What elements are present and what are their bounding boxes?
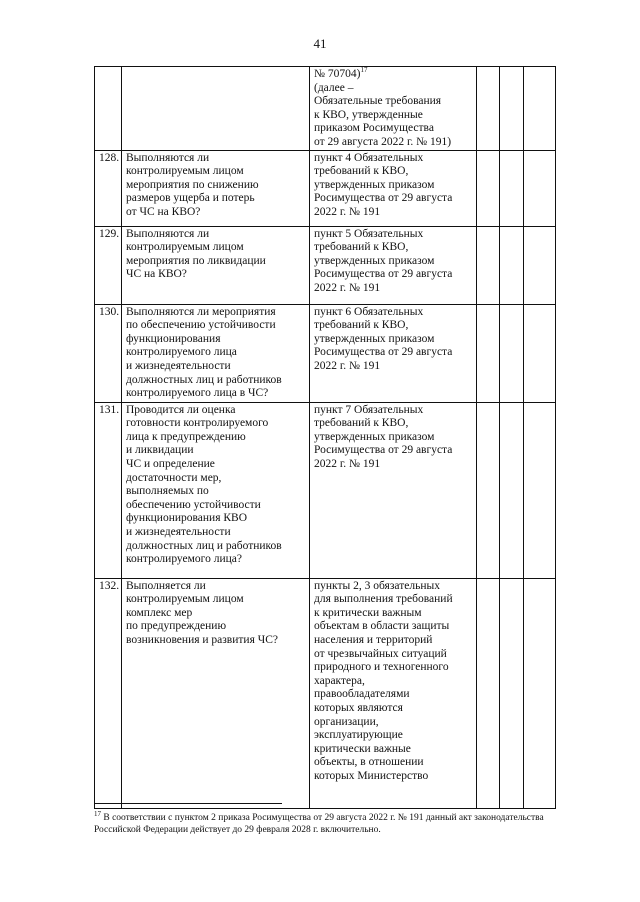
question-line: должностных лиц и работников bbox=[126, 373, 282, 386]
reference-line bbox=[314, 333, 472, 347]
reference-cell bbox=[310, 67, 477, 151]
reference-line bbox=[314, 593, 472, 607]
question-cell bbox=[122, 67, 310, 151]
reference-text: 2022 г. № 191 bbox=[314, 281, 381, 294]
question-line: контролируемым лицом bbox=[126, 593, 244, 606]
reference-line bbox=[314, 109, 472, 123]
answer-cell[interactable] bbox=[500, 67, 524, 151]
reference-line bbox=[314, 675, 472, 689]
question-line: возникновения и развития ЧС? bbox=[126, 633, 278, 646]
reference-text: требований к КВО, bbox=[314, 319, 409, 332]
question-line: Выполняются ли bbox=[126, 227, 210, 240]
page-number: 41 bbox=[313, 36, 327, 51]
question-line: по обеспечению устойчивости bbox=[126, 319, 276, 332]
reference-line bbox=[314, 282, 472, 296]
reference-text: правообладателями bbox=[314, 688, 410, 701]
question-cell bbox=[122, 304, 310, 402]
question-cell bbox=[122, 150, 310, 226]
question-line: контролируемым лицом bbox=[126, 165, 244, 178]
reference-text: пункт 6 Обязательных bbox=[314, 305, 424, 318]
reference-cell bbox=[310, 150, 477, 226]
reference-text: пункт 4 Обязательных bbox=[314, 151, 424, 164]
answer-cell[interactable] bbox=[500, 304, 524, 402]
reference-line bbox=[314, 136, 472, 150]
reference-line bbox=[314, 404, 472, 418]
reference-line bbox=[314, 241, 472, 255]
answer-cell[interactable] bbox=[524, 226, 556, 304]
reference-text: 2022 г. № 191 bbox=[314, 359, 381, 372]
reference-text: от 29 августа 2022 г. № 191) bbox=[314, 135, 452, 148]
question-line: размеров ущерба и потерь bbox=[126, 192, 255, 205]
checklist-table bbox=[94, 66, 556, 809]
question-line: комплекс мер bbox=[126, 606, 193, 619]
question-line: мероприятия по ликвидации bbox=[126, 254, 266, 267]
reference-line bbox=[314, 702, 472, 716]
reference-line bbox=[314, 319, 472, 333]
reference-line bbox=[314, 756, 472, 770]
reference-text: № 70704) bbox=[314, 68, 361, 80]
reference-cell bbox=[310, 578, 477, 808]
question-line: и жизнедеятельности bbox=[126, 525, 231, 538]
reference-line bbox=[314, 192, 472, 206]
reference-line bbox=[314, 95, 472, 109]
reference-text: для выполнения требований bbox=[314, 593, 453, 606]
reference-text: критически важные bbox=[314, 742, 411, 755]
answer-cell[interactable] bbox=[524, 150, 556, 226]
reference-text: (далее – bbox=[314, 81, 354, 94]
answer-cell[interactable] bbox=[524, 402, 556, 578]
question-line: ЧС на КВО? bbox=[126, 268, 187, 281]
footnote bbox=[94, 809, 614, 836]
reference-text: требований к КВО, bbox=[314, 165, 409, 178]
reference-line bbox=[314, 634, 472, 648]
row-number: 131. bbox=[95, 402, 122, 578]
reference-text: пункты 2, 3 обязательных bbox=[314, 579, 440, 592]
reference-text: требований к КВО, bbox=[314, 417, 409, 430]
question-line: функционирования КВО bbox=[126, 512, 248, 525]
question-line: выполняемых по bbox=[126, 485, 209, 498]
reference-text: к критически важным bbox=[314, 606, 422, 619]
question-line: Выполняются ли bbox=[126, 151, 210, 164]
question-line: Выполняется ли bbox=[126, 579, 206, 592]
reference-line bbox=[314, 431, 472, 445]
question-line: контролируемого лица bbox=[126, 346, 237, 359]
footnote-reference: 17 bbox=[360, 66, 368, 75]
reference-text: пункт 5 Обязательных bbox=[314, 227, 424, 240]
reference-text: утвержденных приказом bbox=[314, 178, 435, 191]
reference-cell bbox=[310, 226, 477, 304]
question-line: ЧС и определение bbox=[126, 457, 215, 470]
reference-text: пункт 7 Обязательных bbox=[314, 403, 424, 416]
question-cell bbox=[122, 578, 310, 808]
answer-cell[interactable] bbox=[524, 578, 556, 808]
reference-line bbox=[314, 360, 472, 374]
reference-text: требований к КВО, bbox=[314, 241, 409, 254]
row-number: 129. bbox=[95, 226, 122, 304]
reference-line bbox=[314, 729, 472, 743]
reference-cell bbox=[310, 402, 477, 578]
reference-line bbox=[314, 179, 472, 193]
question-cell bbox=[122, 226, 310, 304]
question-line: достаточности мер, bbox=[126, 471, 222, 484]
reference-text: 2022 г. № 191 bbox=[314, 457, 381, 470]
question-line: Выполняются ли мероприятия bbox=[126, 305, 276, 318]
answer-cell[interactable] bbox=[524, 67, 556, 151]
question-line: Проводится ли оценка bbox=[126, 403, 236, 416]
reference-line bbox=[314, 580, 472, 594]
table-row bbox=[95, 304, 556, 402]
reference-line bbox=[314, 306, 472, 320]
question-line: контролируемым лицом bbox=[126, 241, 244, 254]
reference-text: от чрезвычайных ситуаций bbox=[314, 647, 447, 660]
row-number: 132. bbox=[95, 578, 122, 808]
reference-line bbox=[314, 770, 472, 784]
question-line: должностных лиц и работников bbox=[126, 539, 282, 552]
reference-text: Росимущества от 29 августа bbox=[314, 268, 453, 281]
reference-text: населения и территорий bbox=[314, 633, 433, 646]
reference-line bbox=[314, 620, 472, 634]
table-row bbox=[95, 402, 556, 578]
reference-line bbox=[314, 228, 472, 242]
table-row bbox=[95, 67, 556, 151]
row-number: 130. bbox=[95, 304, 122, 402]
reference-text: приказом Росимущества bbox=[314, 122, 434, 135]
question-line: функционирования bbox=[126, 332, 221, 345]
reference-line bbox=[314, 346, 472, 360]
reference-text: которых Министерство bbox=[314, 769, 429, 782]
reference-text: утвержденных приказом bbox=[314, 332, 435, 345]
reference-text: эксплуатирующие bbox=[314, 729, 403, 742]
reference-text: Обязательные требования bbox=[314, 95, 442, 108]
reference-text: природного и техногенного bbox=[314, 661, 449, 674]
reference-cell bbox=[310, 304, 477, 402]
reference-line bbox=[314, 417, 472, 431]
reference-text: Росимущества от 29 августа bbox=[314, 346, 453, 359]
reference-line bbox=[314, 743, 472, 757]
reference-text: объектам в области защиты bbox=[314, 620, 450, 633]
reference-text: утвержденных приказом bbox=[314, 430, 435, 443]
question-line: мероприятия по снижению bbox=[126, 178, 259, 191]
reference-line bbox=[314, 444, 472, 458]
answer-cell[interactable] bbox=[500, 150, 524, 226]
reference-text: объекты, в отношении bbox=[314, 756, 424, 769]
reference-line bbox=[314, 152, 472, 166]
answer-cell[interactable] bbox=[500, 578, 524, 808]
reference-text: к КВО, утвержденные bbox=[314, 108, 423, 121]
reference-line bbox=[314, 206, 472, 220]
reference-line bbox=[314, 82, 472, 96]
answer-cell[interactable] bbox=[500, 402, 524, 578]
table-row bbox=[95, 150, 556, 226]
reference-line bbox=[314, 458, 472, 472]
answer-cell[interactable] bbox=[477, 304, 500, 402]
answer-cell[interactable] bbox=[524, 304, 556, 402]
question-line: лица к предупреждению bbox=[126, 430, 246, 443]
answer-cell[interactable] bbox=[500, 226, 524, 304]
reference-line bbox=[314, 688, 472, 702]
question-line: и ликвидации bbox=[126, 444, 194, 457]
question-line: контролируемого лица? bbox=[126, 553, 242, 566]
question-line: обеспечению устойчивости bbox=[126, 498, 261, 511]
question-line: готовности контролируемого bbox=[126, 417, 269, 430]
reference-text: Росимущества от 29 августа bbox=[314, 444, 453, 457]
reference-text: характера, bbox=[314, 674, 365, 687]
question-line: от ЧС на КВО? bbox=[126, 205, 201, 218]
row-number bbox=[95, 67, 122, 151]
table-row bbox=[95, 578, 556, 808]
question-cell bbox=[122, 402, 310, 578]
reference-line bbox=[314, 648, 472, 662]
footnote-line: Российской Федерации действует до 29 февраля 2028 г. включительно. bbox=[94, 825, 381, 835]
reference-text: 2022 г. № 191 bbox=[314, 205, 381, 218]
reference-line bbox=[314, 661, 472, 675]
footnote-separator bbox=[94, 803, 282, 804]
reference-line bbox=[314, 68, 472, 82]
question-line: контролируемого лица в ЧС? bbox=[126, 387, 269, 400]
answer-cell[interactable] bbox=[477, 150, 500, 226]
answer-cell[interactable] bbox=[477, 578, 500, 808]
reference-line bbox=[314, 255, 472, 269]
answer-cell[interactable] bbox=[477, 67, 500, 151]
reference-line bbox=[314, 607, 472, 621]
row-number: 128. bbox=[95, 150, 122, 226]
reference-line bbox=[314, 716, 472, 730]
answer-cell[interactable] bbox=[477, 402, 500, 578]
footnote-marker: 17 bbox=[94, 809, 101, 818]
footnote-line: В соответствии с пунктом 2 приказа Росимущества от 29 августа 2022 г. № 191 данный акт законодательства bbox=[103, 813, 544, 823]
reference-line bbox=[314, 268, 472, 282]
reference-text: которых являются bbox=[314, 701, 403, 714]
reference-text: утвержденных приказом bbox=[314, 254, 435, 267]
answer-cell[interactable] bbox=[477, 226, 500, 304]
question-line: и жизнедеятельности bbox=[126, 359, 231, 372]
reference-text: Росимущества от 29 августа bbox=[314, 192, 453, 205]
table-row bbox=[95, 226, 556, 304]
question-line: по предупреждению bbox=[126, 620, 227, 633]
reference-line bbox=[314, 122, 472, 136]
reference-text: организации, bbox=[314, 715, 379, 728]
reference-line bbox=[314, 165, 472, 179]
